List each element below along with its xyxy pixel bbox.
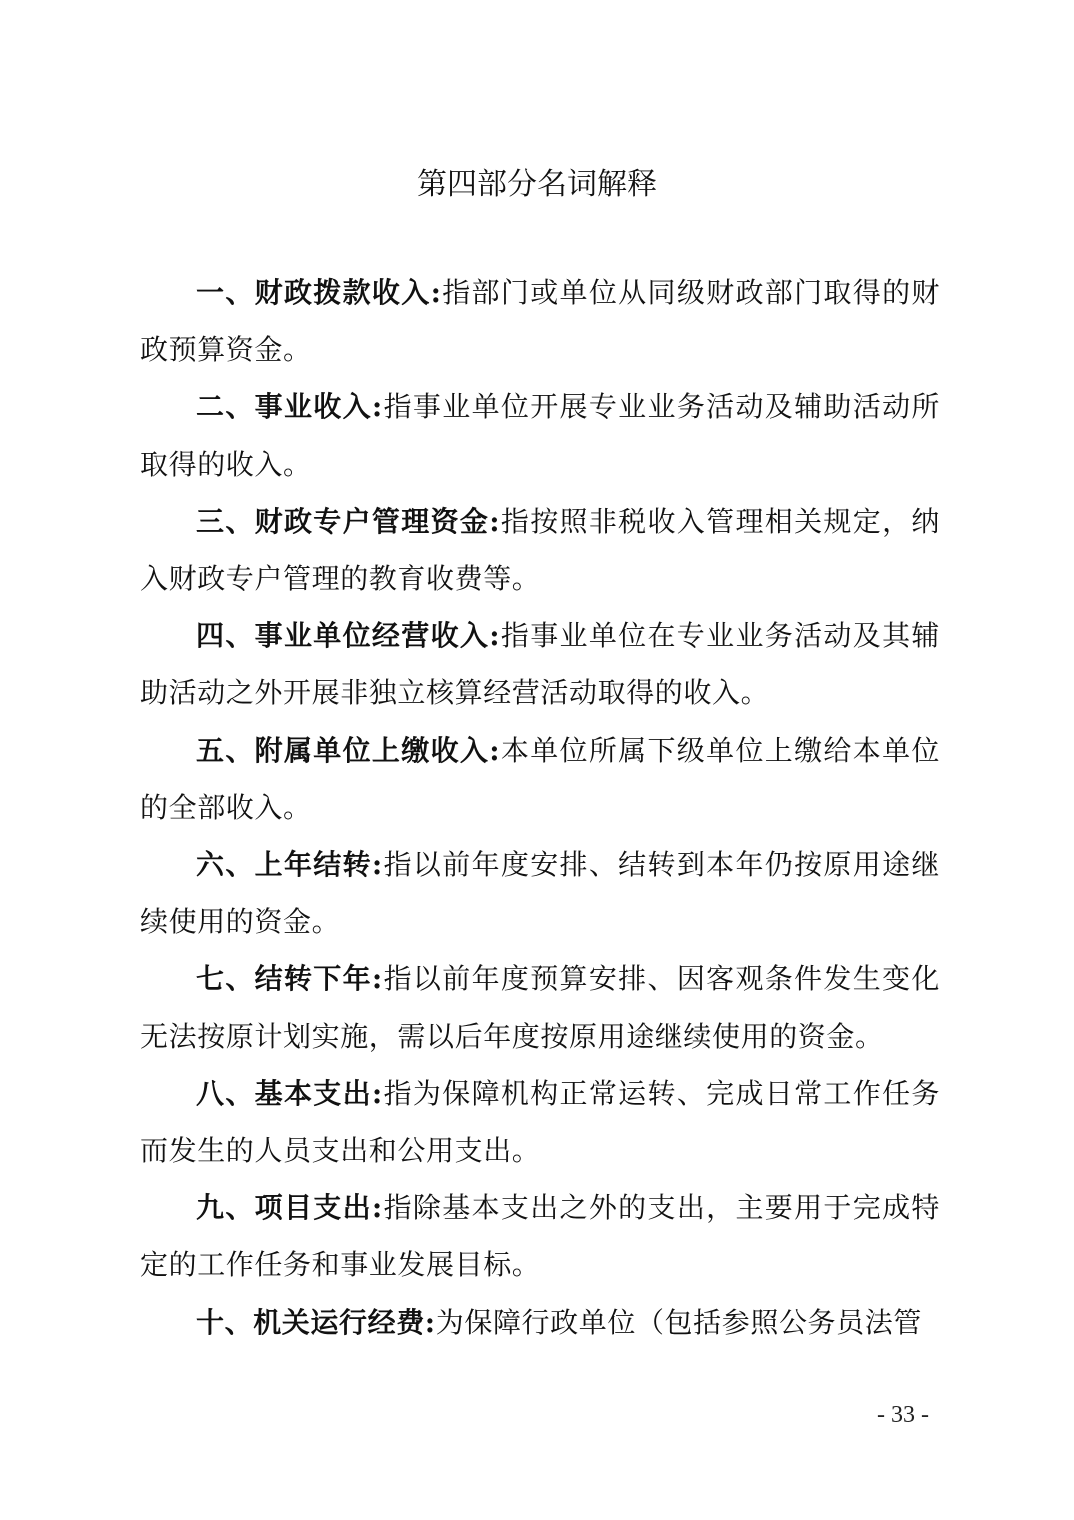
definition-term: 七、结转下年: bbox=[196, 962, 383, 996]
definition-text: 指事业单位在专业业务活动及其辅助活动之外开展非独立核算经营活动取得的收入。 bbox=[140, 619, 940, 710]
page-number: - 33 - bbox=[877, 1402, 929, 1428]
definition-paragraph bbox=[140, 378, 940, 492]
definition-paragraph bbox=[140, 722, 940, 836]
definition-term: 九、项目支出: bbox=[196, 1191, 383, 1225]
definition-term: 一、财政拨款收入: bbox=[196, 276, 442, 309]
definition-paragraph bbox=[140, 1065, 940, 1179]
definition-text: 为保障行政单位（包括参照公务员法管 bbox=[435, 1305, 922, 1339]
definition-text: 指事业单位开展专业业务活动及辅助活动所取得的收入。 bbox=[140, 390, 940, 481]
definition-term: 八、基本支出: bbox=[196, 1076, 383, 1110]
definition-paragraph bbox=[140, 493, 940, 607]
definition-term: 三、财政专户管理资金: bbox=[196, 504, 501, 538]
definition-term: 二、事业收入: bbox=[196, 390, 383, 424]
definition-text: 指以前年度安排、结转到本年仍按原用途继续使用的资金。 bbox=[140, 848, 940, 939]
definition-term: 六、上年结转: bbox=[196, 848, 383, 882]
definition-text: 指按照非税收入管理相关规定，纳入财政专户管理的教育收费等。 bbox=[140, 504, 940, 596]
definition-paragraph bbox=[140, 1294, 940, 1351]
definition-text: 指以前年度预算安排、因客观条件发生变化无法按原计划实施，需以后年度按原用途继续使用的资金。 bbox=[140, 962, 940, 1053]
document-body bbox=[140, 264, 940, 1351]
definition-term: 四、事业单位经营收入: bbox=[196, 619, 501, 653]
definition-text: 指部门或单位从同级财政部门取得的财政预算资金。 bbox=[140, 276, 940, 367]
definition-text: 指除基本支出之外的支出，主要用于完成特定的工作任务和事业发展目标。 bbox=[140, 1191, 940, 1282]
definition-paragraph bbox=[140, 607, 940, 721]
definition-paragraph bbox=[140, 950, 940, 1064]
definition-text: 指为保障机构正常运转、完成日常工作任务而发生的人员支出和公用支出。 bbox=[140, 1076, 940, 1168]
definition-term: 五、附属单位上缴收入: bbox=[196, 733, 501, 767]
definition-term: 十、机关运行经费: bbox=[196, 1305, 436, 1339]
definition-paragraph bbox=[140, 836, 940, 950]
definition-text: 本单位所属下级单位上缴给本单位的全部收入。 bbox=[140, 733, 940, 824]
definition-paragraph bbox=[140, 1179, 940, 1293]
definition-paragraph bbox=[140, 264, 940, 378]
page-title: 第四部分名词解释 bbox=[417, 167, 657, 202]
